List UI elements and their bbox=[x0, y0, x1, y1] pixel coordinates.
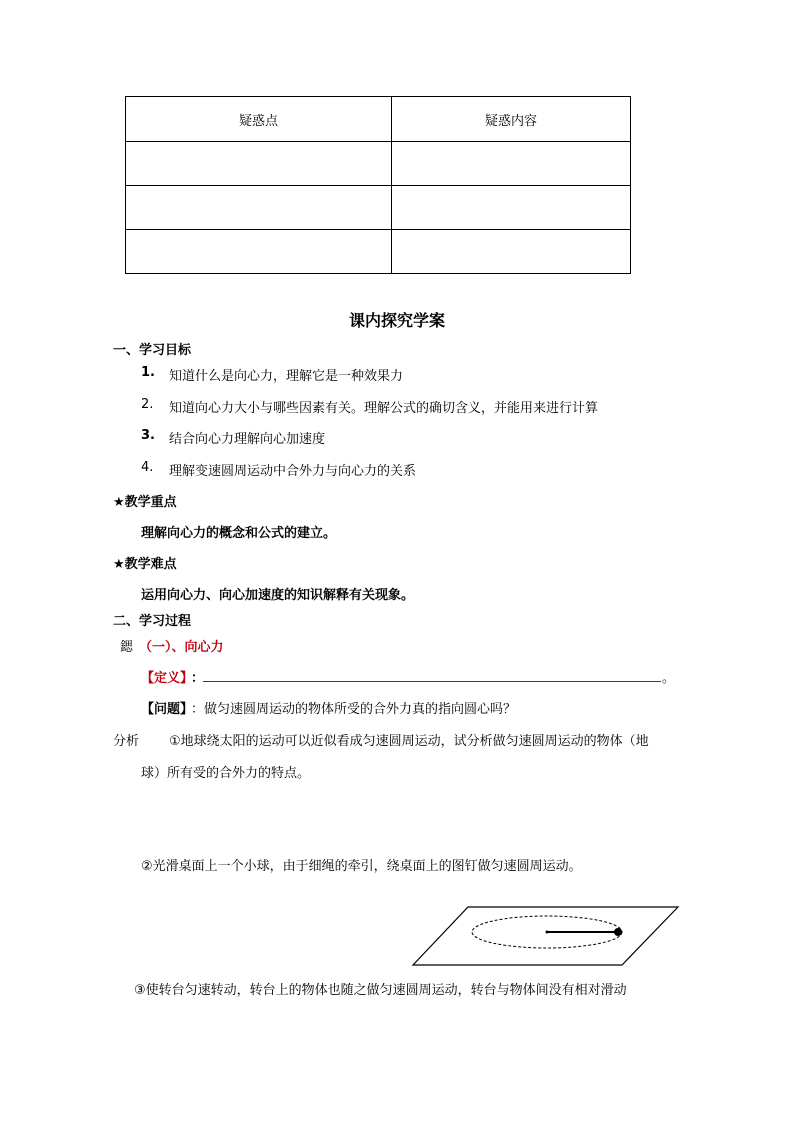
table-cell[interactable] bbox=[126, 142, 392, 186]
table-header-row bbox=[126, 97, 631, 142]
table-cell[interactable] bbox=[126, 230, 392, 274]
table-row bbox=[126, 230, 631, 274]
goal-text: 知道什么是向心力，理解它是一种效果力 bbox=[169, 369, 404, 384]
goal-text: 知道向心力大小与哪些因素有关。理解公式的确切含义，并能用来进行计算 bbox=[169, 401, 599, 416]
table-cell[interactable] bbox=[392, 186, 631, 230]
doubt-table bbox=[125, 96, 631, 274]
question-label: 【问题】 bbox=[141, 702, 194, 717]
table-row bbox=[126, 142, 631, 186]
table-cell[interactable] bbox=[126, 186, 392, 230]
sub-mark: 鍶 bbox=[120, 640, 134, 655]
ball bbox=[614, 928, 622, 936]
analysis-label: 分析 bbox=[113, 734, 140, 749]
analysis-3: ③使转台匀速转动，转台上的物体也随之做匀速圆周运动，转台与物体间没有相对滑动 bbox=[134, 983, 627, 998]
focus-heading: ★教学重点 bbox=[113, 495, 177, 510]
table-cell[interactable] bbox=[392, 230, 631, 274]
question-text: ：做匀速圆周运动的物体所受的合外力真的指向圆心吗？ bbox=[191, 702, 517, 717]
section1-heading: 一、学习目标 bbox=[113, 343, 192, 358]
section2-heading: 二、学习过程 bbox=[113, 614, 192, 629]
table-cell[interactable] bbox=[392, 142, 631, 186]
sub-heading: （一）、向心力 bbox=[139, 640, 224, 655]
definition-blank-line[interactable] bbox=[203, 681, 661, 682]
difficulty-heading: ★教学难点 bbox=[113, 557, 177, 572]
goal-text: 结合向心力理解向心加速度 bbox=[169, 432, 326, 447]
pin-point bbox=[546, 931, 549, 934]
analysis-1-line2: 球）所有受的合外力的特点。 bbox=[141, 766, 311, 781]
goal-number: 3. bbox=[141, 428, 155, 443]
goal-number: 1. bbox=[141, 365, 155, 380]
definition-colon: ： bbox=[191, 671, 205, 686]
analysis-2: ②光滑桌面上一个小球，由于细绳的牵引，绕桌面上的图钉做匀速圆周运动。 bbox=[141, 859, 582, 874]
definition-label: 【定义】 bbox=[141, 671, 194, 686]
header-doubt-content: 疑惑内容 bbox=[392, 97, 631, 142]
goal-number: 4. bbox=[141, 460, 154, 475]
header-doubt-point: 疑惑点 bbox=[126, 97, 392, 142]
table-row bbox=[126, 186, 631, 230]
goal-number: 2. bbox=[141, 397, 154, 412]
analysis-1-line1: ①地球绕太阳的运动可以近似看成匀速圆周运动，试分析做匀速圆周运动的物体（地 bbox=[169, 734, 649, 749]
focus-text: 理解向心力的概念和公式的建立。 bbox=[141, 526, 337, 541]
table-ball-diagram bbox=[410, 902, 682, 970]
definition-end: 。 bbox=[662, 671, 676, 686]
difficulty-text: 运用向心力、向心加速度的知识解释有关现象。 bbox=[141, 588, 415, 603]
page-title: 课内探究学案 bbox=[348, 311, 445, 330]
goal-text: 理解变速圆周运动中合外力与向心力的关系 bbox=[169, 464, 417, 479]
